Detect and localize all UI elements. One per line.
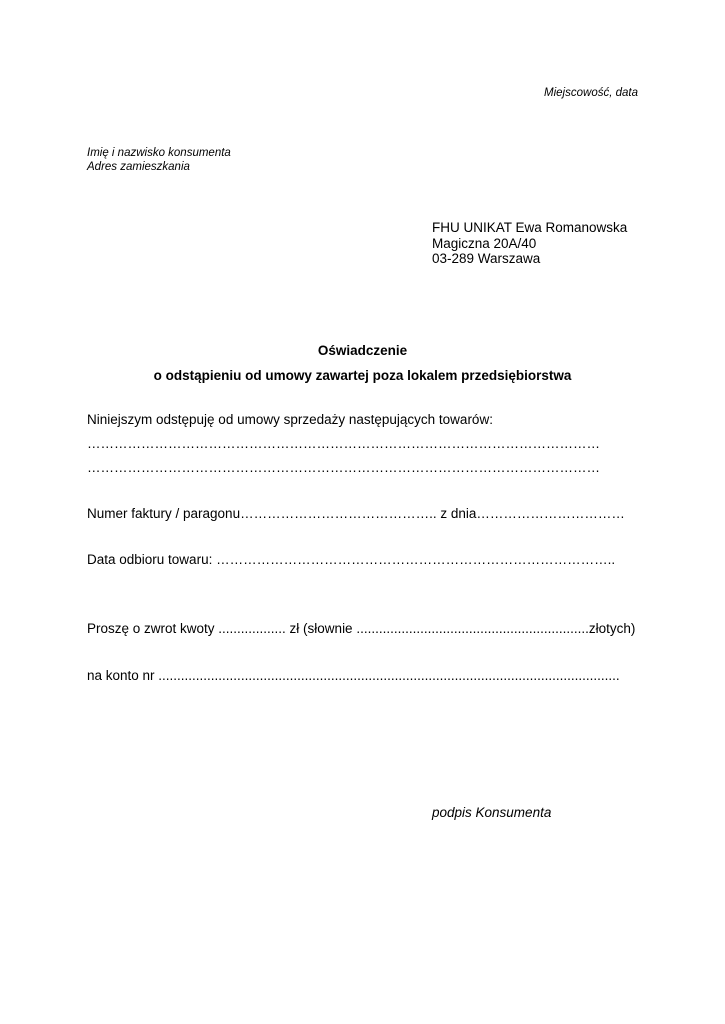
document-subtitle: o odstąpieniu od umowy zawartej poza lokalem przedsiębiorstwa bbox=[153, 368, 572, 383]
statement-intro: Niniejszym odstępuję od umowy sprzedaży następujących towarów: bbox=[87, 412, 493, 427]
consumer-address-label: Adres zamieszkania bbox=[87, 161, 190, 173]
consumer-signature-label: podpis Konsumenta bbox=[432, 805, 552, 820]
pickup-date-line: Data odbioru towaru: …………………………………………………………………………….. bbox=[87, 552, 616, 567]
refund-amount-line: Proszę o zwrot kwoty .................. zł (słownie ..............................................................złotych) bbox=[87, 621, 636, 636]
consumer-name-label: Imię i nazwisko konsumenta bbox=[87, 147, 231, 159]
recipient-street: Magiczna 20A/40 bbox=[432, 236, 537, 251]
bank-account-line: na konto nr ........................................................................................................................... bbox=[87, 668, 620, 683]
goods-line-1: …………………………………………………………………………………………………… bbox=[87, 436, 600, 451]
recipient-company: FHU UNIKAT Ewa Romanowska bbox=[432, 220, 628, 235]
recipient-city: 03-289 Warszawa bbox=[432, 251, 541, 266]
invoice-number-line: Numer faktury / paragonu…………………………………….. z dnia…………………………… bbox=[87, 506, 625, 521]
goods-line-2: …………………………………………………………………………………………………… bbox=[87, 460, 600, 475]
document-title: Oświadczenie bbox=[317, 343, 408, 358]
place-date-label: Miejscowość, data bbox=[544, 87, 638, 99]
